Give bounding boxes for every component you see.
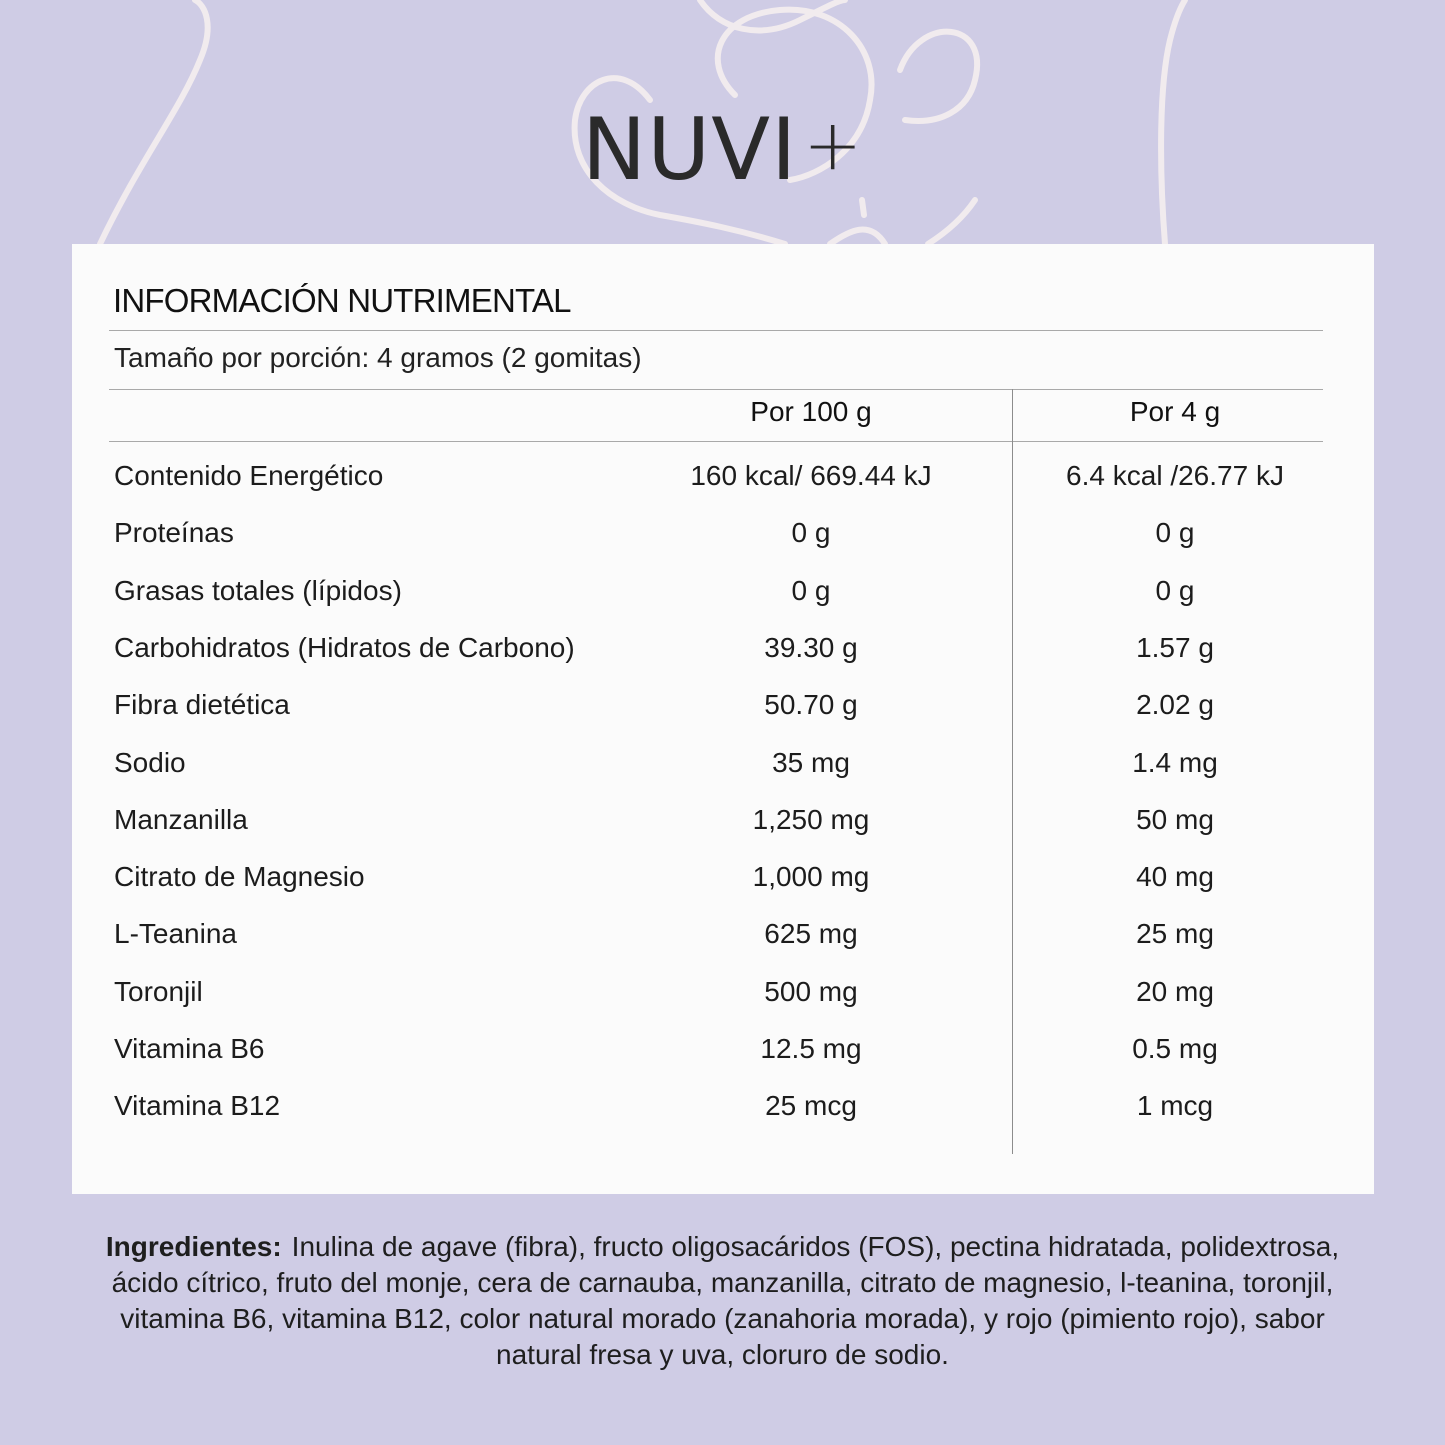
panel-title: INFORMACIÓN NUTRIMENTAL bbox=[113, 282, 571, 319]
value-per-100g: 1,000 mg bbox=[752, 861, 870, 893]
ingredients-section bbox=[100, 1229, 1345, 1373]
value-per-4g: 25 mg bbox=[1136, 918, 1214, 950]
column-header-per-4g: Por 4 g bbox=[1129, 396, 1221, 427]
table-row bbox=[72, 747, 1374, 787]
value-per-4g: 0.5 mg bbox=[1132, 1033, 1218, 1064]
value-per-100g: 625 mg bbox=[764, 918, 858, 950]
table-row bbox=[72, 689, 1374, 729]
value-per-100g: 0 g bbox=[791, 517, 831, 549]
table-row bbox=[72, 1033, 1374, 1073]
value-per-100g: 500 mg bbox=[764, 975, 858, 1007]
divider bbox=[109, 330, 1323, 331]
table-row bbox=[72, 976, 1374, 1016]
table-row bbox=[72, 918, 1374, 958]
nutrient-name: Vitamina B12 bbox=[114, 1090, 281, 1122]
value-per-4g: 1.57 g bbox=[1136, 631, 1214, 663]
nutrition-panel bbox=[72, 244, 1374, 1194]
value-per-100g: 25 mcg bbox=[765, 1090, 857, 1122]
nutrient-name: Fibra dietética bbox=[114, 689, 290, 721]
value-per-4g: 0 g bbox=[1155, 517, 1195, 549]
serving-size: Tamaño por porción: 4 gramos (2 gomitas) bbox=[114, 342, 642, 373]
value-per-100g: 39.30 g bbox=[764, 631, 858, 663]
value-per-4g: 50 mg bbox=[1136, 803, 1214, 835]
value-per-4g: 2.02 g bbox=[1136, 689, 1214, 721]
value-per-100g: 50.70 g bbox=[764, 689, 858, 721]
nutrient-name: Contenido Energético bbox=[114, 460, 384, 491]
ingredients-label: Ingredientes: bbox=[105, 1231, 282, 1262]
value-per-4g: 40 mg bbox=[1136, 861, 1214, 893]
nutrient-name: Vitamina B6 bbox=[114, 1033, 265, 1064]
value-per-4g: 1.4 mg bbox=[1132, 746, 1218, 778]
plus-icon: + bbox=[803, 104, 864, 186]
nutrient-name: Citrato de Magnesio bbox=[114, 861, 365, 893]
table-row bbox=[72, 575, 1374, 615]
brand-name: NUVI bbox=[581, 100, 798, 200]
nutrient-name: L-Teanina bbox=[114, 918, 237, 950]
nutrient-name: Manzanilla bbox=[114, 803, 248, 835]
table-row bbox=[72, 517, 1374, 557]
table-row bbox=[72, 632, 1374, 672]
table-row bbox=[72, 804, 1374, 844]
table-row bbox=[72, 1090, 1374, 1130]
value-per-100g: 160 kcal/ 669.44 kJ bbox=[690, 460, 932, 491]
divider bbox=[109, 441, 1323, 442]
nutrient-name: Proteínas bbox=[114, 517, 234, 549]
value-per-100g: 1,250 mg bbox=[752, 803, 870, 835]
value-per-4g: 6.4 kcal /26.77 kJ bbox=[1066, 460, 1284, 491]
value-per-100g: 0 g bbox=[791, 574, 831, 606]
ingredients-text: Inulina de agave (fibra), fructo oligosacáridos (FOS), pectina hidratada, polidextrosa, ácido cítrico, fruto del monje, cera de carnauba, manzanilla, citrato de magnesio, l-teanina, toronjil, vitamina B6, vitamina B12, color natural morado (zanahoria morada), y rojo (pimiento rojo), sabor natural fresa y uva, cloruro de sodio. bbox=[111, 1231, 1340, 1370]
divider bbox=[109, 389, 1323, 390]
column-header-per-100g: Por 100 g bbox=[750, 396, 872, 427]
value-per-100g: 12.5 mg bbox=[760, 1033, 862, 1064]
nutrient-name: Grasas totales (lípidos) bbox=[114, 574, 402, 606]
brand-logo bbox=[0, 100, 1445, 200]
value-per-4g: 0 g bbox=[1155, 574, 1195, 606]
table-row bbox=[72, 460, 1374, 500]
nutrient-name: Sodio bbox=[114, 746, 186, 778]
value-per-4g: 1 mcg bbox=[1136, 1090, 1214, 1122]
nutrient-name: Toronjil bbox=[114, 975, 203, 1007]
value-per-100g: 35 mg bbox=[772, 746, 850, 778]
value-per-4g: 20 mg bbox=[1136, 975, 1214, 1007]
table-row bbox=[72, 861, 1374, 901]
nutrient-name: Carbohidratos (Hidratos de Carbono) bbox=[114, 631, 575, 663]
